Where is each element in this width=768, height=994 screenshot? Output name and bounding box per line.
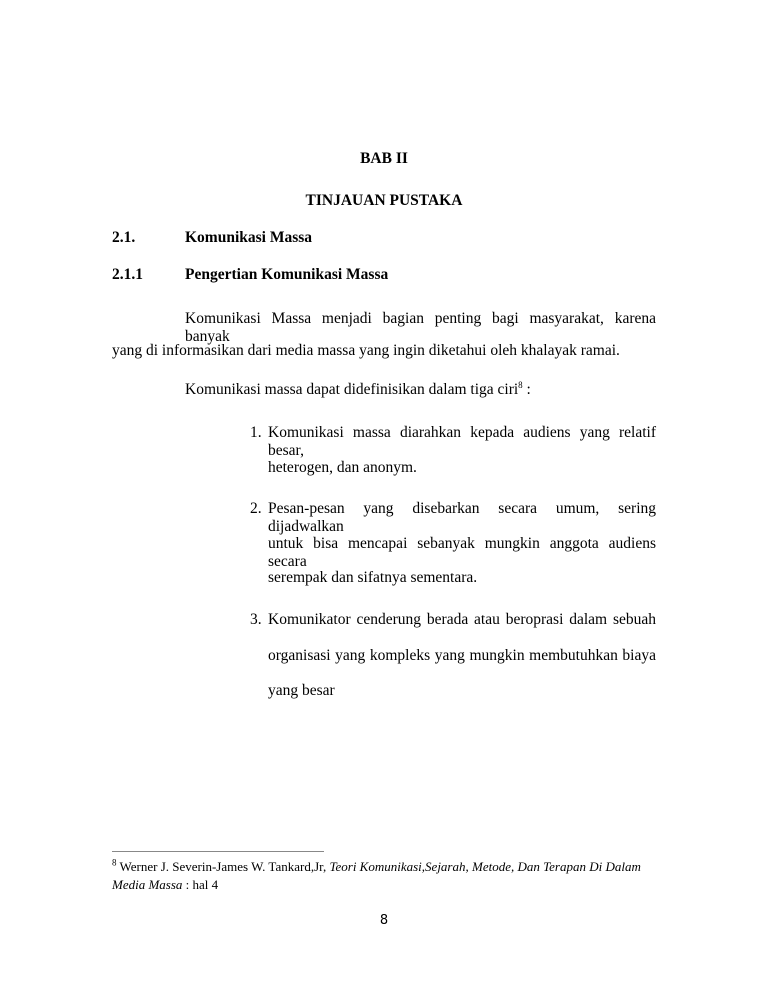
intro-text: Komunikasi massa dapat didefinisikan dalam tiga ciri <box>185 381 519 398</box>
section-title: Komunikasi Massa <box>185 229 313 246</box>
list-line: heterogen, dan anonym. <box>268 459 417 476</box>
list-line: Komunikator cenderung berada atau beroprasi dalam sebuah <box>268 611 656 628</box>
paragraph-line: Komunikasi Massa menjadi bagian penting bagi masyarakat, karena banyak <box>185 310 656 345</box>
page-number: 8 <box>379 913 389 928</box>
list-line: yang besar <box>268 682 335 699</box>
footnote-mark: 8 <box>112 857 117 868</box>
subsection-title: Pengertian Komunikasi Massa <box>185 266 389 283</box>
list-line: serempak dan sifatnya sementara. <box>268 569 478 586</box>
footnote-ref[interactable]: 8 <box>518 379 523 390</box>
list-number: 3. <box>250 611 262 628</box>
list-line: organisasi yang kompleks yang mungkin membutuhkan biaya <box>268 647 656 664</box>
list-line: Komunikasi massa diarahkan kepada audiens yang relatif besar, <box>268 424 656 459</box>
intro-suffix: : <box>522 381 531 398</box>
footnote-title: Media Massa <box>112 877 183 892</box>
list-line: untuk bisa mencapai sebanyak mungkin anggota audiens secara <box>268 535 656 570</box>
chapter-label: BAB II <box>360 150 408 167</box>
section-number: 2.1. <box>112 229 136 246</box>
footnote-pages: : hal 4 <box>182 877 219 892</box>
chapter-title: TINJAUAN PUSTAKA <box>305 192 463 209</box>
paragraph-line: yang di informasikan dari media massa yang ingin diketahui oleh khalayak ramai. <box>112 342 620 359</box>
list-line: Pesan-pesan yang disebarkan secara umum, sering dijadwalkan <box>268 500 656 535</box>
footnote-divider <box>112 851 324 852</box>
intro-line <box>185 381 531 399</box>
list-number: 2. <box>250 500 262 517</box>
list-number: 1. <box>250 424 262 441</box>
footnote <box>112 858 656 894</box>
subsection-number: 2.1.1 <box>112 266 143 283</box>
footnote-title: Teori Komunikasi,Sejarah, Metode, Dan Terapan Di Dalam <box>329 859 641 874</box>
footnote-author: Werner J. Severin-James W. Tankard,Jr, <box>116 859 330 874</box>
